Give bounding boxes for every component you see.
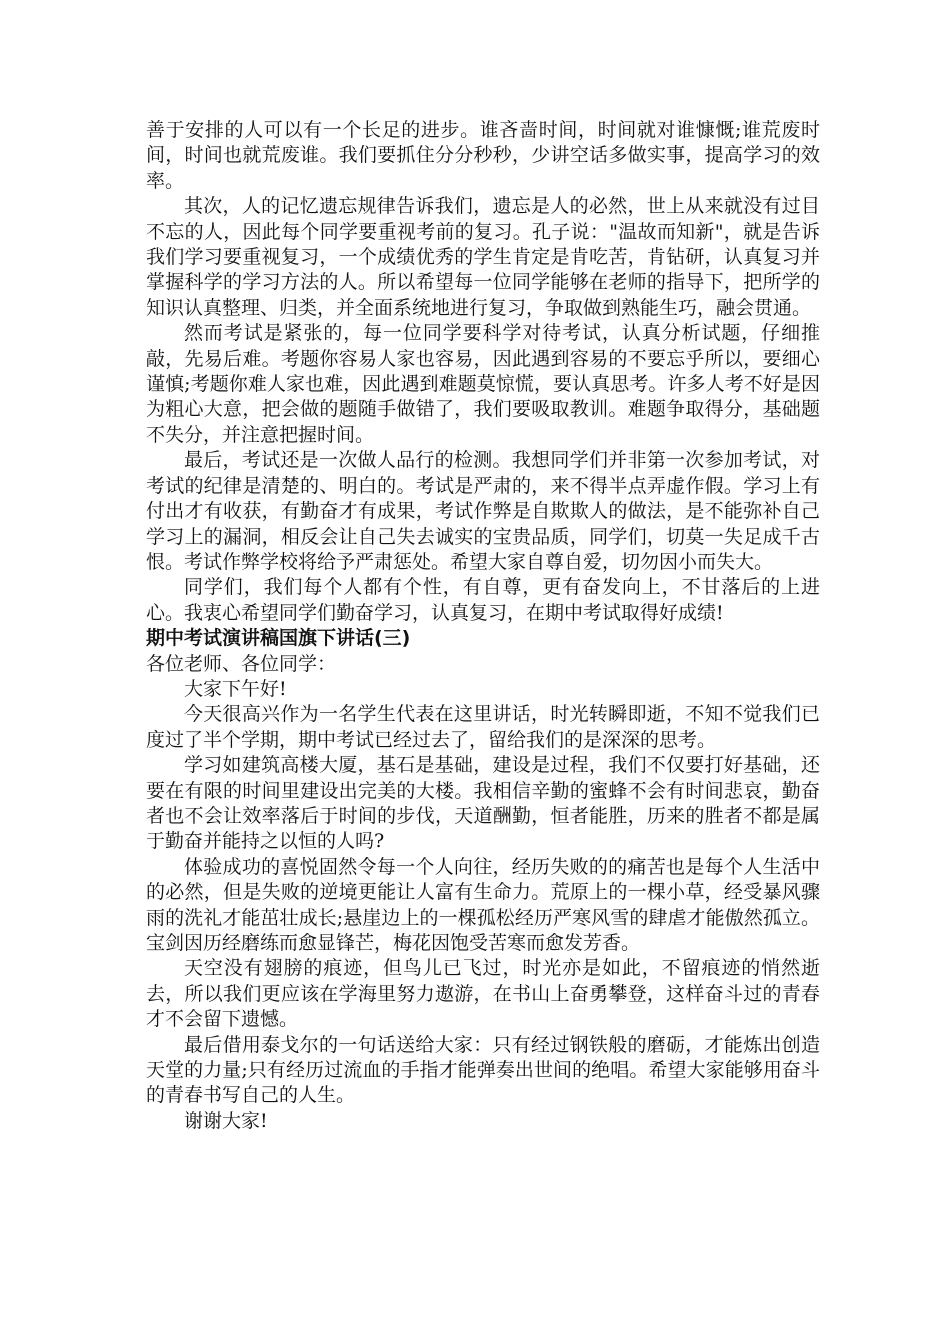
closing: 谢谢大家! <box>184 1109 268 1132</box>
document-page <box>146 118 820 1134</box>
greeting: 大家下午好! <box>184 677 287 700</box>
paragraph-exam-attitude: 然而考试是紧张的，每一位同学要科学对待考试，认真分析试题，仔细推敲，先易后难。考题你容易人家也容易，因此遇到容易的不要忘乎所以，要细心谨慎;考题你难人家也难，因此遇到难题莫惊慌，要认真思考。许多人考不好是因为粗心大意，把会做的题随手做错了，我们要吸取教训。难题争取得分，基础题不失分，并注意把握时间。 <box>146 322 820 446</box>
paragraph-tagore-quote: 最后借用泰戈尔的一句话送给大家：只有经过钢铁般的磨砺，才能炼出创造天堂的力量;只有经历过流血的手指才能弹奏出世间的绝唱。希望大家能够用奋斗的青春书写自己的人生。 <box>146 1033 820 1107</box>
salutation: 各位老师、各位同学： <box>146 652 337 675</box>
section-title: 期中考试演讲稿国旗下讲话(三) <box>146 627 411 650</box>
paragraph-review: 其次，人的记忆遗忘规律告诉我们，遗忘是人的必然，世上从来就没有过目不忘的人，因此每个同学要重视考前的复习。孔子说："温故而知新"，就是告诉我们学习要重视复习，一个成绩优秀的学生肯定是肯吃苦，肯钻研，认真复习并掌握科学的学习方法的人。所以希望每一位同学能够在老师的指导下，把所学的知识认真整理、归类，并全面系统地进行复习，争取做到熟能生巧，融会贯通。 <box>146 195 820 319</box>
paragraph-success-failure: 体验成功的喜悦固然令每一个人向往，经历失败的的痛苦也是每个人生活中的必然，但是失败的逆境更能让人富有生命力。荒原上的一棵小草，经受暴风骤雨的洗礼才能茁壮成长;悬崖边上的一棵孤松经历严寒风雪的肆虐才能傲然孤立。宝剑因历经磨练而愈显锋芒，梅花因饱受苦寒而愈发芳香。 <box>146 855 820 954</box>
paragraph-time-management: 善于安排的人可以有一个长足的进步。谁吝啬时间，时间就对谁慷慨;谁荒废时间，时间也就荒废谁。我们要抓住分分秒秒，少讲空话多做实事，提高学习的效率。 <box>146 119 820 192</box>
paragraph-intro: 今天很高兴作为一名学生代表在这里讲话，时光转瞬即逝，不知不觉我们已度过了半个学期，期中考试已经过去了，留给我们的是深深的思考。 <box>146 703 820 751</box>
paragraph-sky: 天空没有翅膀的痕迹，但鸟儿已飞过，时光亦是如此，不留痕迹的悄然逝去，所以我们更应该在学海里努力遨游，在书山上奋勇攀登，这样奋斗过的青春才不会留下遗憾。 <box>146 957 820 1031</box>
paragraph-exam-integrity: 最后，考试还是一次做人品行的检测。我想同学们并非第一次参加考试，对考试的纪律是清楚的、明白的。考试是严肃的，来不得半点弄虚作假。学习上有付出才有收获，有勤奋才有成果，考试作弊是自欺欺人的做法，是不能弥补自己学习上的漏洞，相反会让自己失去诚实的宝贵品质，同学们，切莫一失足成千古恨。考试作弊学校将给予严肃惩处。希望大家自尊自爱，切勿因小而失大。 <box>146 449 820 573</box>
paragraph-encouragement: 同学们，我们每个人都有个性，有自尊，更有奋发向上，不甘落后的上进心。我衷心希望同学们勤奋学习，认真复习，在期中考试取得好成绩! <box>146 576 820 624</box>
paragraph-building: 学习如建筑高楼大厦，基石是基础，建设是过程，我们不仅要打好基础，还要在有限的时间里建设出完美的大楼。我相信辛勤的蜜蜂不会有时间悲哀，勤奋者也不会让效率落后于时间的步伐，天道酬勤，恒者能胜，历来的胜者不都是属于勤奋并能持之以恒的人吗? <box>146 754 820 853</box>
